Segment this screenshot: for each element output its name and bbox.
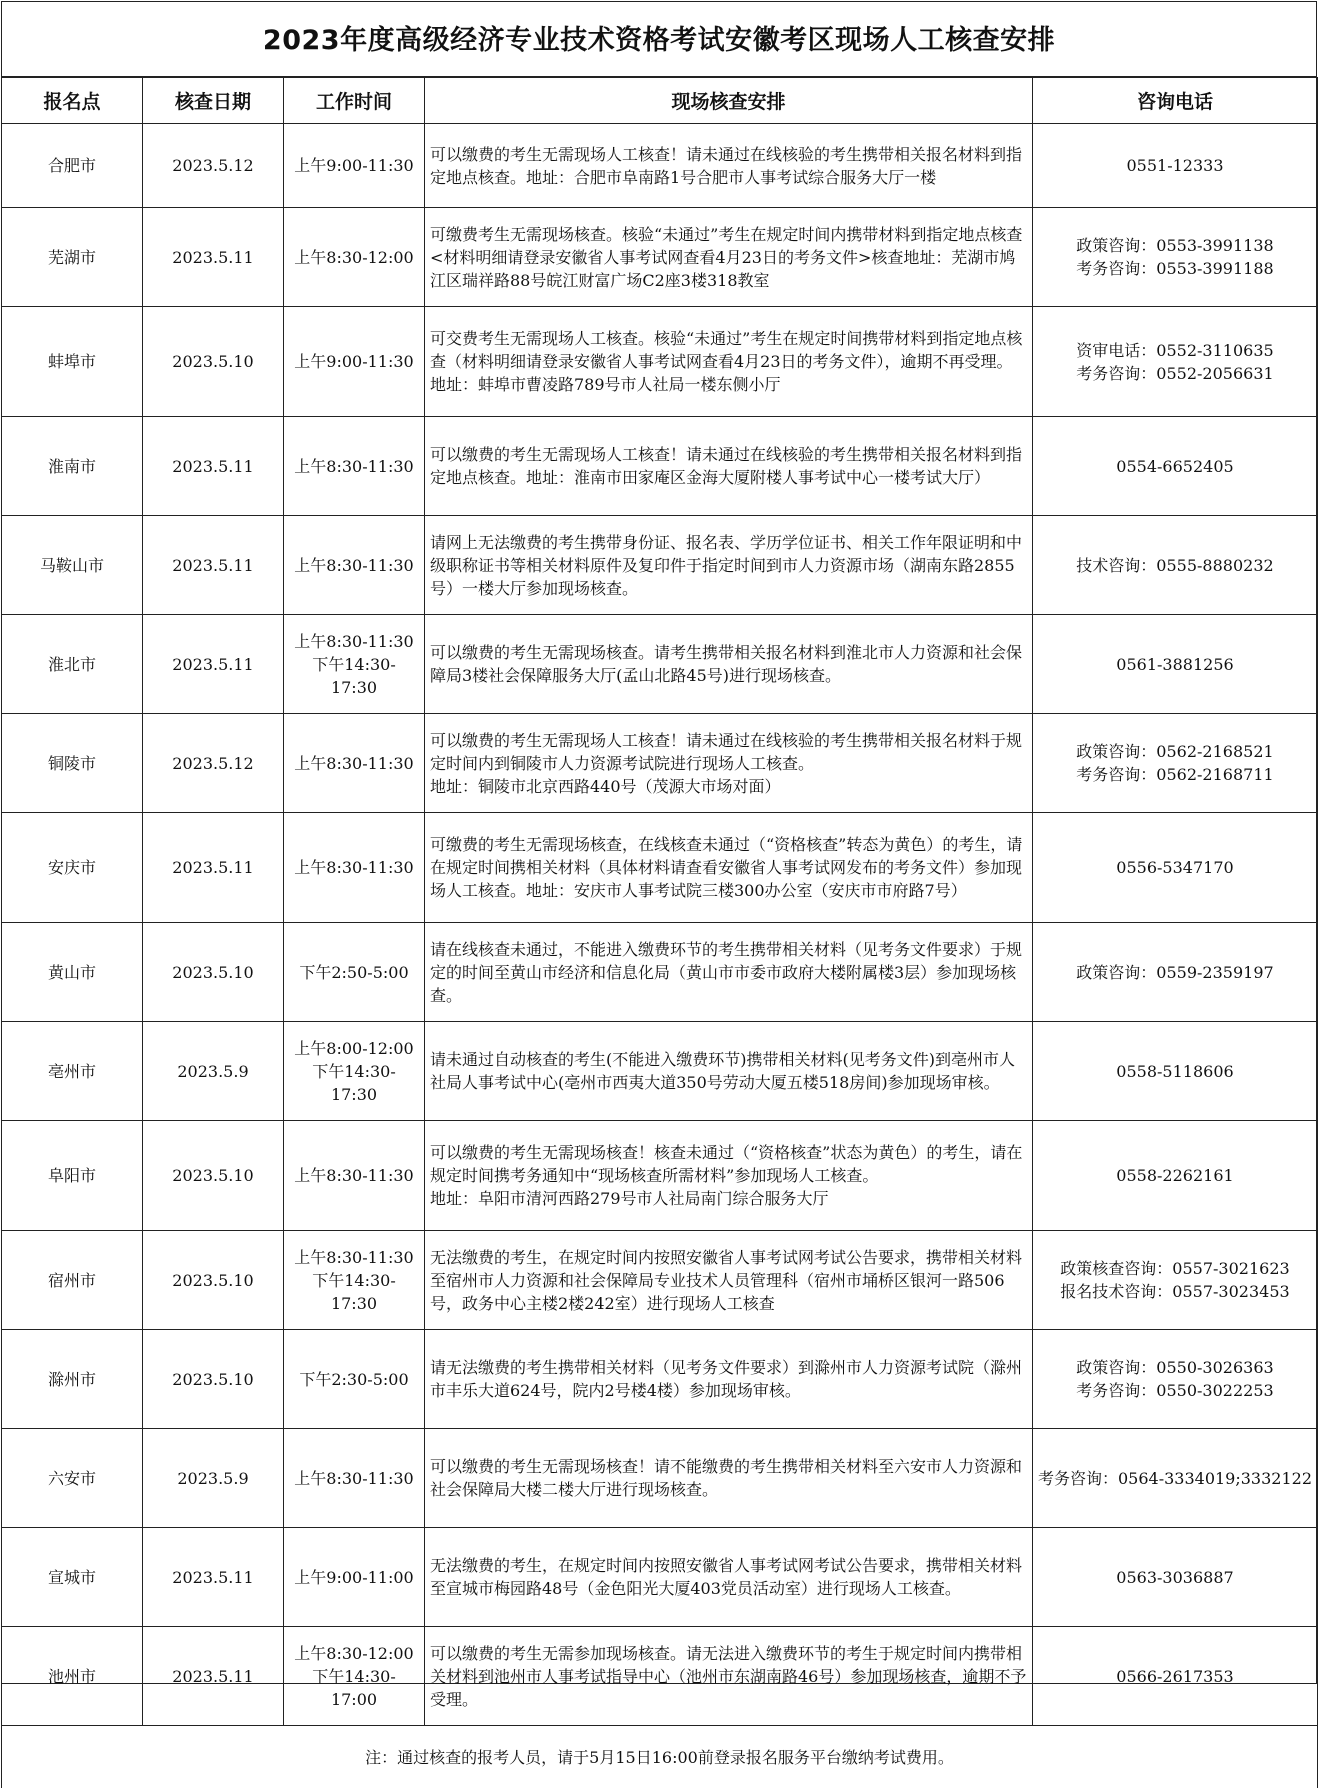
phone-line: 技术咨询：0555-8880232: [1033, 554, 1317, 577]
plan-text: 请无法缴费的考生携带相关材料（见考务文件要求）到滁州市人力资源考试院（滁州市丰乐大道624号，院内2号楼4楼）参加现场审核。: [430, 1356, 1028, 1402]
city-cell: 蚌埠市: [2, 307, 143, 417]
time-cell: [284, 813, 425, 923]
plan-cell: [425, 417, 1033, 516]
phone-cell: [1033, 1429, 1318, 1528]
time-line: 下午2:50-5:00: [284, 961, 424, 984]
time-line: 上午9:00-11:00: [284, 1566, 424, 1589]
plan-text: 可以缴费的考生无需现场人工核查！请未通过在线核验的考生携带相关报名材料到指定地点核查。地址：淮南市田家庵区金海大厦附楼人事考试中心一楼考试大厅）: [430, 443, 1028, 489]
date-cell: 2023.5.11: [143, 1528, 284, 1627]
phone-cell: [1033, 417, 1318, 516]
phone-line: 0558-5118606: [1033, 1060, 1317, 1083]
time-line: 下午14:30-: [284, 1060, 424, 1083]
phone-cell: [1033, 124, 1318, 208]
footnote: 注：通过核查的报考人员，请于5月15日16:00前登录报名服务平台缴纳考试费用。: [2, 1726, 1318, 1788]
phone-line: 考务咨询：0552-2056631: [1033, 362, 1317, 385]
plan-cell: [425, 615, 1033, 714]
phone-line: 0554-6652405: [1033, 455, 1317, 478]
plan-text: 请网上无法缴费的考生携带身份证、报名表、学历学位证书、相关工作年限证明和中级职称证书等相关材料原件及复印件于指定时间到市人力资源市场（湖南东路2855号）一楼大厅参加现场核查。: [430, 531, 1028, 600]
plan-cell: [425, 1022, 1033, 1121]
time-cell: [284, 1429, 425, 1528]
time-cell: [284, 417, 425, 516]
header-date: 核查日期: [143, 78, 284, 124]
time-line: 下午2:30-5:00: [284, 1368, 424, 1391]
plan-cell: [425, 208, 1033, 307]
time-line: 上午9:00-11:30: [284, 350, 424, 373]
time-line: 上午8:30-12:00: [284, 1642, 424, 1665]
header-phone: 咨询电话: [1033, 78, 1318, 124]
table-header-row: [2, 78, 1318, 124]
time-cell: [284, 208, 425, 307]
phone-cell: [1033, 1231, 1318, 1330]
phone-cell: [1033, 714, 1318, 813]
phone-cell: [1033, 615, 1318, 714]
phone-cell: [1033, 1330, 1318, 1429]
time-line: 上午8:30-11:30: [284, 1164, 424, 1187]
date-cell: 2023.5.9: [143, 1429, 284, 1528]
phone-line: 0556-5347170: [1033, 856, 1317, 879]
date-cell: 2023.5.10: [143, 1231, 284, 1330]
time-line: 上午8:30-11:30: [284, 554, 424, 577]
time-line: 上午8:30-11:30: [284, 752, 424, 775]
city-cell: 池州市: [2, 1627, 143, 1726]
plan-text: 无法缴费的考生，在规定时间内按照安徽省人事考试网考试公告要求，携带相关材料至宿州市人力资源和社会保障局专业技术人员管理科（宿州市埇桥区银河一路506号，政务中心主楼2楼242室）进行现场人工核查: [430, 1246, 1028, 1315]
time-cell: [284, 124, 425, 208]
table-row: [2, 208, 1318, 307]
date-cell: 2023.5.11: [143, 615, 284, 714]
time-cell: [284, 1330, 425, 1429]
time-line: 上午8:30-11:30: [284, 455, 424, 478]
phone-line: 0551-12333: [1033, 154, 1317, 177]
header-time: 工作时间: [284, 78, 425, 124]
city-cell: 宿州市: [2, 1231, 143, 1330]
time-cell: [284, 516, 425, 615]
date-cell: 2023.5.10: [143, 1121, 284, 1231]
table-row: [2, 1429, 1318, 1528]
city-cell: 马鞍山市: [2, 516, 143, 615]
time-cell: [284, 1528, 425, 1627]
date-cell: 2023.5.12: [143, 124, 284, 208]
plan-cell: [425, 1121, 1033, 1231]
phone-cell: [1033, 307, 1318, 417]
plan-cell: [425, 1231, 1033, 1330]
plan-text: 可以缴费的考生无需参加现场核查。请无法进入缴费环节的考生于规定时间内携带相关材料到池州市人事考试指导中心（池州市东湖南路46号）参加现场核查，逾期不予受理。: [430, 1642, 1028, 1711]
plan-text: 可交费考生无需现场人工核查。核验“未通过”考生在规定时间携带材料到指定地点核查（材料明细请登录安徽省人事考试网查看4月23日的考务文件），逾期不再受理。: [430, 327, 1028, 373]
plan-address: 地址：铜陵市北京西路440号（茂源大市场对面）: [430, 775, 1028, 798]
phone-cell: [1033, 1627, 1318, 1726]
city-cell: 六安市: [2, 1429, 143, 1528]
time-line: 上午8:30-11:30: [284, 630, 424, 653]
plan-cell: [425, 1528, 1033, 1627]
date-cell: 2023.5.11: [143, 516, 284, 615]
plan-cell: [425, 124, 1033, 208]
time-line: 17:30: [284, 1083, 424, 1106]
phone-line: 政策咨询：0562-2168521: [1033, 740, 1317, 763]
time-cell: [284, 307, 425, 417]
phone-line: 0566-2617353: [1033, 1665, 1317, 1688]
table-row: [2, 516, 1318, 615]
phone-line: 政策核查咨询：0557-3021623: [1033, 1257, 1317, 1280]
date-cell: 2023.5.12: [143, 714, 284, 813]
date-cell: 2023.5.11: [143, 813, 284, 923]
time-cell: [284, 1022, 425, 1121]
city-cell: 阜阳市: [2, 1121, 143, 1231]
phone-line: 考务咨询：0550-3022253: [1033, 1379, 1317, 1402]
page-title: 2023年度高级经济专业技术资格考试安徽考区现场人工核查安排: [2, 2, 1316, 77]
time-cell: [284, 1231, 425, 1330]
city-cell: 宣城市: [2, 1528, 143, 1627]
city-cell: 合肥市: [2, 124, 143, 208]
phone-line: 报名技术咨询：0557-3023453: [1033, 1280, 1317, 1303]
header-plan: 现场核查安排: [425, 78, 1033, 124]
time-line: 17:00: [284, 1688, 424, 1711]
phone-line: 政策咨询：0553-3991138: [1033, 234, 1317, 257]
date-cell: 2023.5.11: [143, 208, 284, 307]
time-line: 17:30: [284, 676, 424, 699]
schedule-table: [1, 77, 1318, 1788]
table-row: [2, 1330, 1318, 1429]
plan-cell: [425, 1429, 1033, 1528]
table-row: [2, 1121, 1318, 1231]
plan-cell: [425, 1627, 1033, 1726]
city-cell: 芜湖市: [2, 208, 143, 307]
plan-cell: [425, 813, 1033, 923]
time-line: 上午8:30-11:30: [284, 1246, 424, 1269]
plan-address: 地址：阜阳市清河西路279号市人社局南门综合服务大厅: [430, 1187, 1028, 1210]
phone-line: 政策咨询：0559-2359197: [1033, 961, 1317, 984]
plan-text: 请未通过自动核查的考生(不能进入缴费环节)携带相关材料(见考务文件)到亳州市人社局人事考试中心(亳州市西夷大道350号劳动大厦五楼518房间)参加现场审核。: [430, 1048, 1028, 1094]
plan-text: 可以缴费的考生无需现场核查！请不能缴费的考生携带相关材料至六安市人力资源和社会保障局大楼二楼大厅进行现场核查。: [430, 1455, 1028, 1501]
plan-text: 可以缴费的考生无需现场核查。请考生携带相关报名材料到淮北市人力资源和社会保障局3楼社会保障服务大厅(孟山北路45号)进行现场核查。: [430, 641, 1028, 687]
phone-cell: [1033, 813, 1318, 923]
table-row: [2, 1022, 1318, 1121]
plan-address: 地址：蚌埠市曹凌路789号市人社局一楼东侧小厅: [430, 373, 1028, 396]
phone-cell: [1033, 1022, 1318, 1121]
date-cell: 2023.5.9: [143, 1022, 284, 1121]
date-cell: 2023.5.11: [143, 417, 284, 516]
time-cell: [284, 1627, 425, 1726]
time-line: 上午8:30-11:30: [284, 856, 424, 879]
phone-cell: [1033, 208, 1318, 307]
time-line: 上午9:00-11:30: [284, 154, 424, 177]
city-cell: 黄山市: [2, 923, 143, 1022]
time-line: 上午8:30-11:30: [284, 1467, 424, 1490]
plan-text: 可以缴费的考生无需现场人工核查！请未通过在线核验的考生携带相关报名材料于规定时间内到铜陵市人力资源考试院进行现场人工核查。: [430, 729, 1028, 775]
time-cell: [284, 923, 425, 1022]
table-row: [2, 615, 1318, 714]
plan-text: 可缴费考生无需现场核查。核验“未通过”考生在规定时间内携带材料到指定地点核查<材料明细请登录安徽省人事考试网查看4月23日的考务文件>核查地址：芜湖市鸠江区瑞祥路88号皖江财富广场C2座3楼318教室: [430, 223, 1028, 292]
plan-text: 可以缴费的考生无需现场人工核查！请未通过在线核验的考生携带相关报名材料到指定地点核查。地址：合肥市阜南路1号合肥市人事考试综合服务大厅一楼: [430, 143, 1028, 189]
plan-text: 请在线核查未通过，不能进入缴费环节的考生携带相关材料（见考务文件要求）于规定的时间至黄山市经济和信息化局（黄山市市委市政府大楼附属楼3层）参加现场核查。: [430, 938, 1028, 1007]
time-cell: [284, 714, 425, 813]
table-row: [2, 714, 1318, 813]
table-row: [2, 1231, 1318, 1330]
phone-line: 0558-2262161: [1033, 1164, 1317, 1187]
phone-cell: [1033, 923, 1318, 1022]
time-line: 17:30: [284, 1292, 424, 1315]
city-cell: 铜陵市: [2, 714, 143, 813]
plan-cell: [425, 516, 1033, 615]
time-cell: [284, 615, 425, 714]
table-row: [2, 1528, 1318, 1627]
city-cell: 淮北市: [2, 615, 143, 714]
note-row: [2, 1726, 1318, 1788]
plan-cell: [425, 923, 1033, 1022]
plan-cell: [425, 714, 1033, 813]
phone-cell: [1033, 1121, 1318, 1231]
table-row: [2, 124, 1318, 208]
table-row: [2, 307, 1318, 417]
time-cell: [284, 1121, 425, 1231]
schedule-sheet: [1, 1, 1317, 1684]
time-line: 上午8:00-12:00: [284, 1037, 424, 1060]
table-row: [2, 417, 1318, 516]
plan-text: 可以缴费的考生无需现场核查！核查未通过（“资格核查”状态为黄色）的考生，请在规定时间携考务通知中“现场核查所需材料”参加现场人工核查。: [430, 1141, 1028, 1187]
plan-text: 可缴费的考生无需现场核查，在线核查未通过（“资格核查”转态为黄色）的考生，请在规定时间携相关材料（具体材料请查看安徽省人事考试网发布的考务文件）参加现场人工核查。地址：安庆市人事考试院三楼300办公室（安庆市市府路7号）: [430, 833, 1028, 902]
header-city: 报名点: [2, 78, 143, 124]
phone-cell: [1033, 516, 1318, 615]
plan-text: 无法缴费的考生，在规定时间内按照安徽省人事考试网考试公告要求，携带相关材料至宣城市梅园路48号（金色阳光大厦403党员活动室）进行现场人工核查。: [430, 1554, 1028, 1600]
table-row: [2, 813, 1318, 923]
phone-line: 考务咨询：0562-2168711: [1033, 763, 1317, 786]
time-line: 下午14:30-: [284, 1665, 424, 1688]
time-line: 下午14:30-: [284, 1269, 424, 1292]
date-cell: 2023.5.10: [143, 307, 284, 417]
plan-cell: [425, 1330, 1033, 1429]
phone-line: 考务咨询：0564-3334019;3332122: [1033, 1467, 1317, 1490]
phone-line: 考务咨询：0553-3991188: [1033, 257, 1317, 280]
table-row: [2, 923, 1318, 1022]
phone-line: 政策咨询：0550-3026363: [1033, 1356, 1317, 1379]
phone-line: 0561-3881256: [1033, 653, 1317, 676]
phone-cell: [1033, 1528, 1318, 1627]
phone-line: 0563-3036887: [1033, 1566, 1317, 1589]
city-cell: 淮南市: [2, 417, 143, 516]
date-cell: 2023.5.11: [143, 1627, 284, 1726]
city-cell: 安庆市: [2, 813, 143, 923]
date-cell: 2023.5.10: [143, 1330, 284, 1429]
time-line: 下午14:30-: [284, 653, 424, 676]
city-cell: 滁州市: [2, 1330, 143, 1429]
phone-line: 资审电话：0552-3110635: [1033, 339, 1317, 362]
date-cell: 2023.5.10: [143, 923, 284, 1022]
table-row: [2, 1627, 1318, 1726]
time-line: 上午8:30-12:00: [284, 246, 424, 269]
city-cell: 亳州市: [2, 1022, 143, 1121]
plan-cell: [425, 307, 1033, 417]
